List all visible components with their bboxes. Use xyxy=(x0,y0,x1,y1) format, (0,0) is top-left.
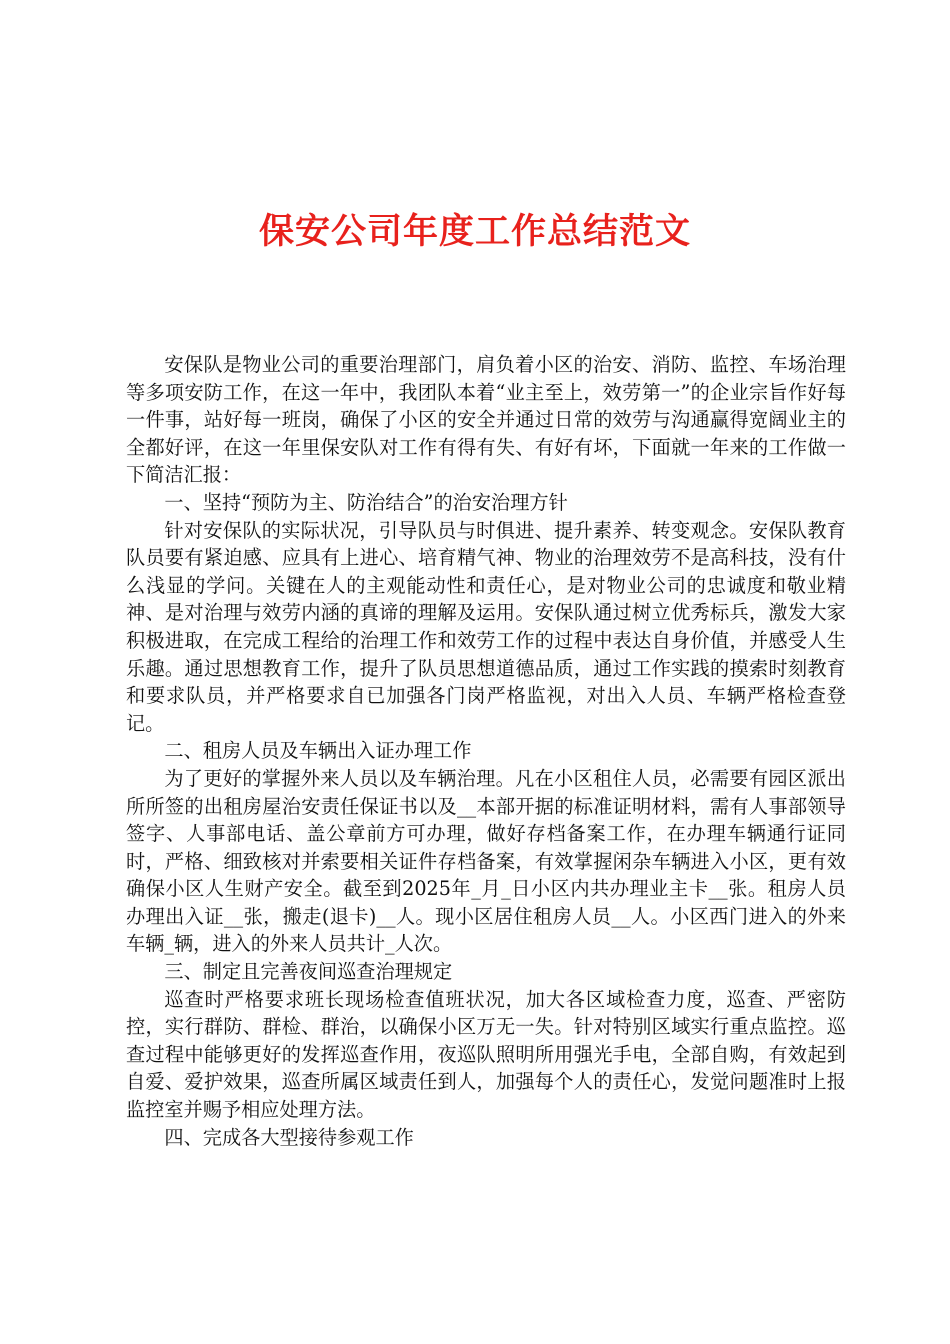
section-heading-1: 一、坚持“预防为主、防治结合”的治安治理方针 xyxy=(164,490,568,514)
section-heading-4: 四、完成各大型接待参观工作 xyxy=(164,1125,414,1149)
section-heading-2: 二、租房人员及车辆出入证办理工作 xyxy=(164,739,472,763)
section-heading-3: 三、制定且完善夜间巡查治理规定 xyxy=(164,960,453,984)
document-body xyxy=(126,351,846,1151)
paragraph-intro: 安保队是物业公司的重要治理部门，肩负着小区的治安、消防、监控、车场治理等多项安防工作，在这一年中，我团队本着“业主至上，效劳第一”的企业宗旨作好每一件事，站好每一班岗，确保了小区的安全并通过日常的效劳与沟通赢得宽阔业主的全都好评，在这一年里保安队对工作有得有失、有好有坏，下面就一年来的工作做一下简洁汇报： xyxy=(126,353,846,487)
paragraph-section-3: 巡查时严格要求班长现场检查值班状况，加大各区域检查力度，巡查、严密防控，实行群防、群检、群治，以确保小区万无一失。针对特别区域实行重点监控。巡查过程中能够更好的发挥巡查作用，夜巡队照明所用强光手电，全部自购，有效起到自爱、爱护效果，巡查所属区域责任到人，加强每个人的责任心，发觉问题准时上报监控室并赐予相应处理方法。 xyxy=(126,987,846,1122)
paragraph-section-2: 为了更好的掌握外来人员以及车辆治理。凡在小区租住人员，必需要有园区派出所所签的出租房屋治安责任保证书以及__本部开据的标准证明材料，需有人事部领导签字、人事部电话、盖公章前方可办理，做好存档备案工作，在办理车辆通行证同时，严格、细致核对并索要相关证件存档备案，有效掌握闲杂车辆进入小区，更有效确保小区人生财产安全。截至到2025年_月_日小区内共办理业主卡__张。租房人员办理出入证__张，搬走(退卡)__人。现小区居住租房人员__人。小区西门进入的外来车辆_辆，进入的外来人员共计_人次。 xyxy=(126,766,846,956)
document-title: 保安公司年度工作总结范文 xyxy=(258,211,691,252)
paragraph-section-1: 针对安保队的实际状况，引导队员与时俱进、提升素养、转变观念。安保队教育队员要有紧迫感、应具有上进心、培育精气神、物业的治理效劳不是高科技，没有什么浅显的学问。关键在人的主观能动性和责任心，是对物业公司的忠诚度和敬业精神、是对治理与效劳内涵的真谛的理解及运用。安保队通过树立优秀标兵，激发大家积极进取，在完成工程给的治理工作和效劳工作的过程中表达自身价值，并感受人生乐趣。通过思想教育工作，提升了队员思想道德品质，通过工作实践的摸索时刻教育和要求队员，并严格要求自已加强各门岗严格监视，对出入人员、车辆严格检查登记。 xyxy=(126,518,846,735)
